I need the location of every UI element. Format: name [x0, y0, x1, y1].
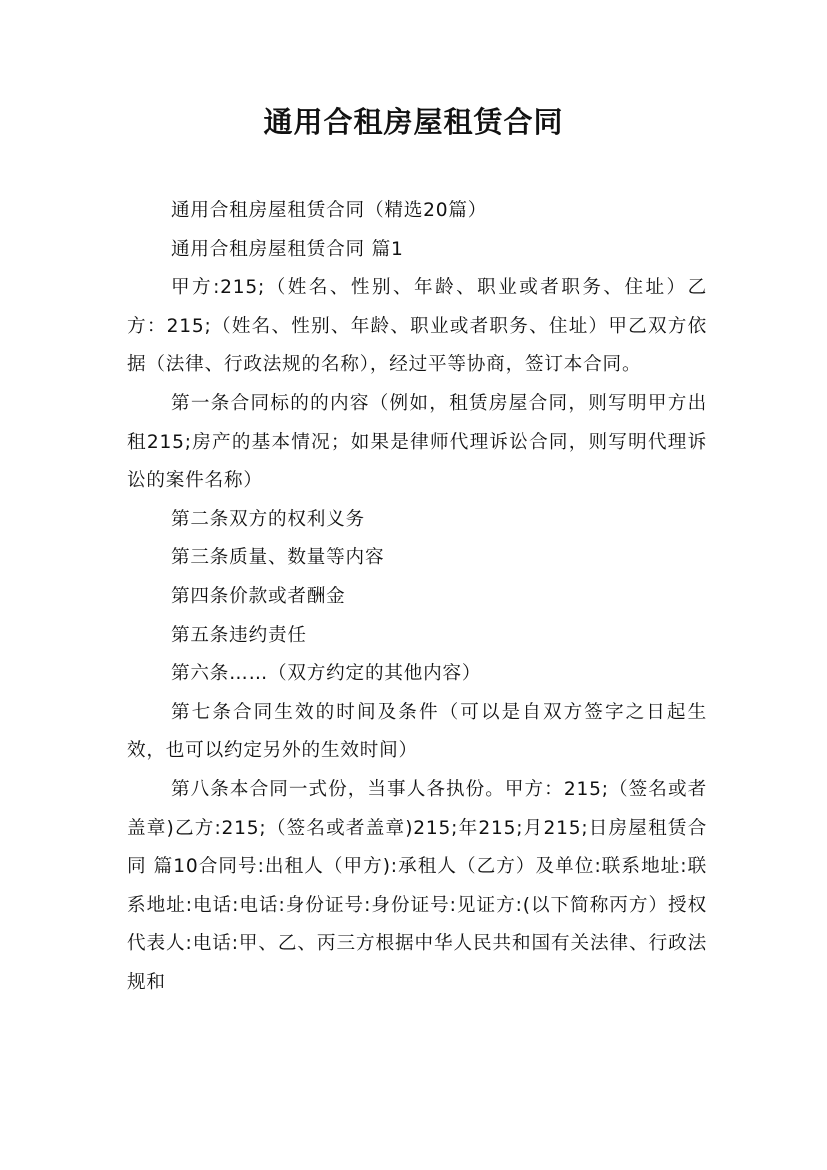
paragraph-article-8: 第八条本合同一式份，当事人各执份。甲方：215;（签名或者盖章)乙方:215;（签名或者盖章)215;年215;月215;日房屋租赁合同 篇10合同号:出租人（甲方):承租人（乙方）及单位:联系地址:联系地址:电话:电话:身份证号:身份证号:见证方:(以下简称丙方）授权代表人:电话:甲、乙、丙三方根据中华人民共和国有关法律、行政法规和: [127, 778, 707, 993]
paragraph-article-3: 第三条质量、数量等内容: [171, 547, 385, 569]
paragraph-article-5: 第五条违约责任: [171, 624, 307, 646]
paragraph-article-6: 第六条……（双方约定的其他内容）: [171, 663, 482, 685]
document-title: 通用合租房屋租赁合同: [263, 105, 564, 139]
paragraph-article-4: 第四条价款或者酬金: [171, 585, 346, 607]
document-body: [127, 192, 707, 1002]
paragraph-collection-title: 通用合租房屋租赁合同（精选20篇）: [171, 200, 488, 221]
paragraph-parties: 甲方:215;（姓名、性别、年龄、职业或者职务、住址）乙方：215;（姓名、性别、年龄、职业或者职务、住址）甲乙双方依据（法律、行政法规的名称），经过平等协商，签订本合同。: [127, 277, 707, 376]
paragraph-article-7: 第七条合同生效的时间及条件（可以是自双方签字之日起生效，也可以约定另外的生效时间）: [127, 701, 707, 762]
paragraph-article-2: 第二条双方的权利义务: [171, 508, 365, 530]
paragraph-article-1: 第一条合同标的的内容（例如，租赁房屋合同，则写明甲方出租215;房产的基本情况；如果是律师代理诉讼合同，则写明代理诉讼的案件名称）: [127, 392, 707, 492]
paragraph-section-heading: 通用合租房屋租赁合同 篇1: [171, 238, 404, 260]
